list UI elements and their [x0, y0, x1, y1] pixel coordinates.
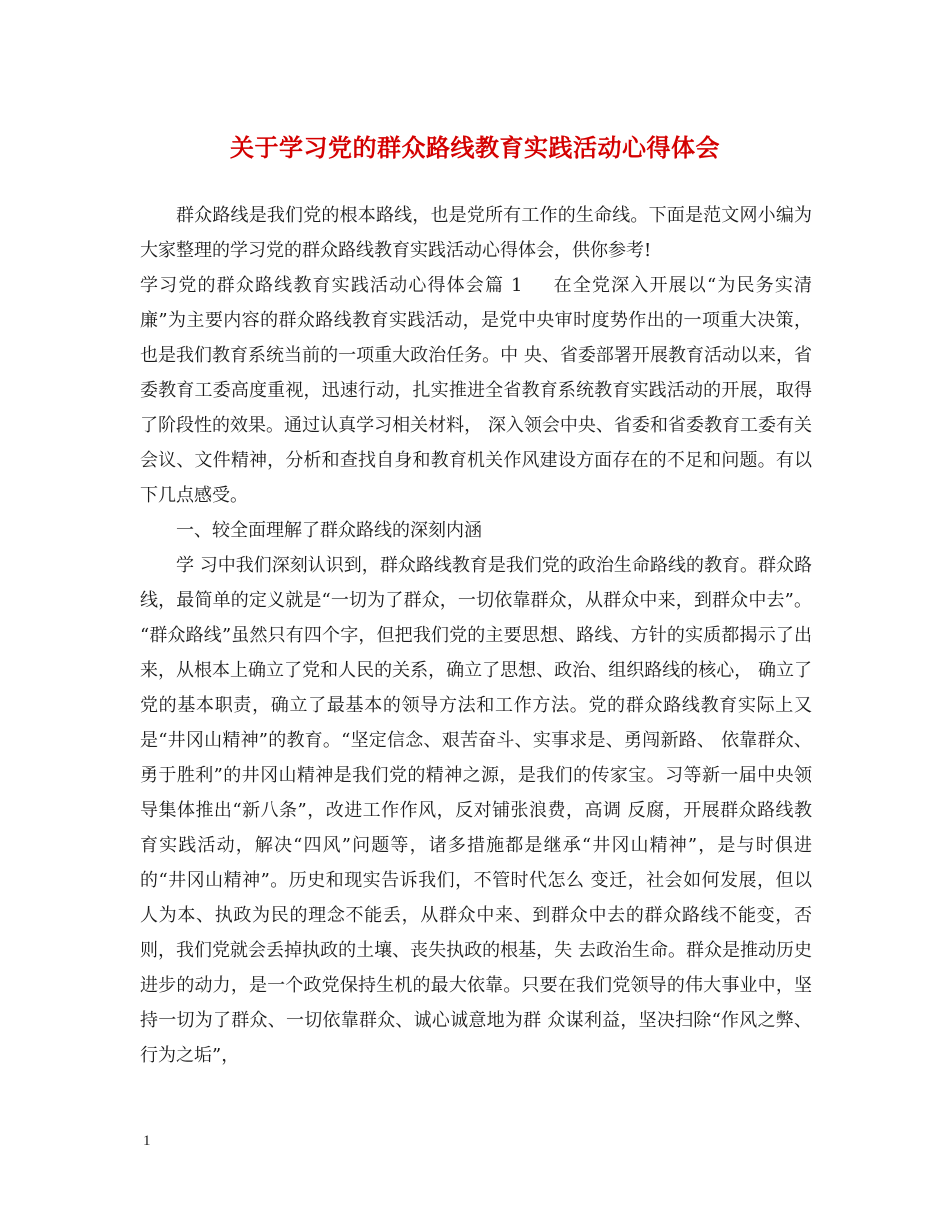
- document-body: [140, 198, 812, 1073]
- page-number: 1: [143, 1133, 151, 1149]
- section-paragraph: [140, 268, 812, 513]
- section-label: 学习党的群众路线教育实践活动心得体会篇 1: [140, 275, 523, 296]
- intro-paragraph: 群众路线是我们党的根本路线，也是党所有工作的生命线。下面是范文网小编为大家整理的学习党的群众路线教育实践活动心得体会，供你参考!: [140, 205, 812, 261]
- section-text: 在全党深入开展以“为民务实清廉”为主要内容的群众路线教育实践活动，是党中央审时度势作出的一项重大决策，也是我们教育系统当前的一项重大政治任务。中 央、省委部署开展教育活动以来，省委教育工委高度重视，迅速行动，扎实推进全省教育系统教育实践活动的开展，取得了阶段性的效果。通过认真学习相关材料， 深入领会中央、省委和省委教育工委有关会议、文件精神，分析和查找自身和教育机关作风建设方面存在的不足和问题。有以下几点感受。: [140, 275, 813, 506]
- body-paragraph: 学 习中我们深刻认识到，群众路线教育是我们党的政治生命路线的教育。群众路线，最简单的定义就是“一切为了群众，一切依靠群众，从群众中来，到群众中去”。 “群众路线”虽然只有四个字，但把我们党的主要思想、路线、方针的实质都揭示了出来，从根本上确立了党和人民的关系，确立了思想、政治、组织路线的核心， 确立了党的基本职责，确立了最基本的领导方法和工作方法。党的群众路线教育实际上又是“井冈山精神”的教育。“坚定信念、艰苦奋斗、实事求是、勇闯新路、 依靠群众、勇于胜利”的井冈山精神是我们党的精神之源，是我们的传家宝。习等新一届中央领导集体推出“新八条”，改进工作作风，反对铺张浪费，高调 反腐，开展群众路线教育实践活动，解决“四风”问题等，诸多措施都是继承“井冈山精神”，是与时俱进的“井冈山精神”。历史和现实告诉我们，不管时代怎么 变迁，社会如何发展，但以人为本、执政为民的理念不能丢，从群众中来、到群众中去的群众路线不能变，否则，我们党就会丢掉执政的土壤、丧失执政的根基，失 去政治生命。群众是推动历史进步的动力，是一个政党保持生机的最大依靠。只要在我们党领导的伟大事业中，坚持一切为了群众、一切依靠群众、诚心诚意地为群 众谋利益，坚决扫除“作风之弊、行为之垢”，: [140, 555, 812, 1066]
- section-heading: 一、较全面理解了群众路线的深刻内涵: [176, 520, 482, 541]
- document-title: 关于学习党的群众路线教育实践活动心得体会: [230, 133, 720, 162]
